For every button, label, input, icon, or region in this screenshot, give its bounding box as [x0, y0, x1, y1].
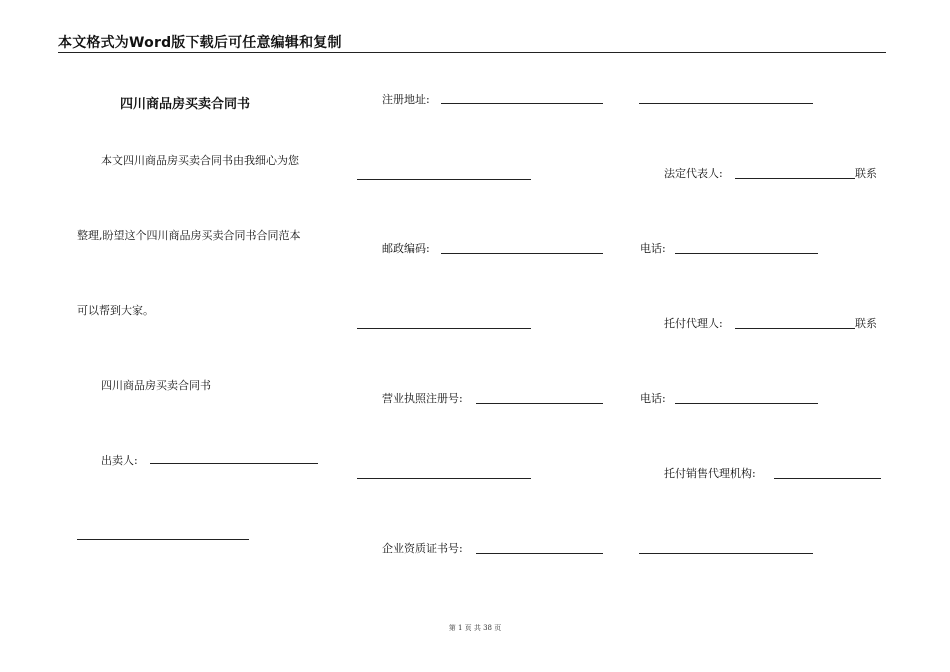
- legal-representative-line: [735, 178, 855, 179]
- contact-suffix-1: 联系: [855, 167, 877, 180]
- registered-address-line: [441, 103, 603, 104]
- col3-top-continuation-line: [639, 103, 813, 104]
- contract-subtitle: 四川商品房买卖合同书: [101, 379, 211, 392]
- phone-line-1: [675, 253, 818, 254]
- col3-bottom-continuation-line: [639, 553, 813, 554]
- seller-blank-line: [150, 463, 318, 464]
- qualification-line: [476, 553, 603, 554]
- postcode-label: 邮政编码:: [382, 242, 430, 255]
- intro-line-1: 本文四川商品房买卖合同书由我细心为您: [101, 154, 299, 167]
- business-license-label: 营业执照注册号:: [382, 392, 463, 405]
- phone-line-2: [675, 403, 818, 404]
- registered-address-continuation-line: [357, 179, 531, 180]
- intro-line-3: 可以帮到大家。: [77, 304, 154, 317]
- page-number: 第 1 页 共 38 页: [448, 624, 502, 632]
- seller-continuation-line: [77, 539, 249, 540]
- sales-agency-line: [774, 478, 881, 479]
- header-banner: 本文格式为Word版下载后可任意编辑和复制: [58, 36, 886, 53]
- intro-line-2: 整理,盼望这个四川商品房买卖合同书合同范本: [77, 229, 301, 242]
- business-license-continuation-line: [357, 478, 531, 479]
- sales-agency-label: 托付销售代理机构:: [664, 467, 756, 480]
- contact-suffix-2: 联系: [855, 317, 877, 330]
- seller-label: 出卖人:: [101, 454, 138, 467]
- postcode-line: [441, 253, 603, 254]
- agent-label: 托付代理人:: [664, 317, 723, 330]
- agent-line: [735, 328, 855, 329]
- phone-label-2: 电话:: [640, 392, 666, 405]
- qualification-label: 企业资质证书号:: [382, 542, 463, 555]
- postcode-continuation-line: [357, 328, 531, 329]
- document-title: 四川商品房买卖合同书: [120, 97, 251, 112]
- registered-address-label: 注册地址:: [382, 93, 430, 106]
- phone-label-1: 电话:: [640, 242, 666, 255]
- business-license-line: [476, 403, 603, 404]
- legal-representative-label: 法定代表人:: [664, 167, 723, 180]
